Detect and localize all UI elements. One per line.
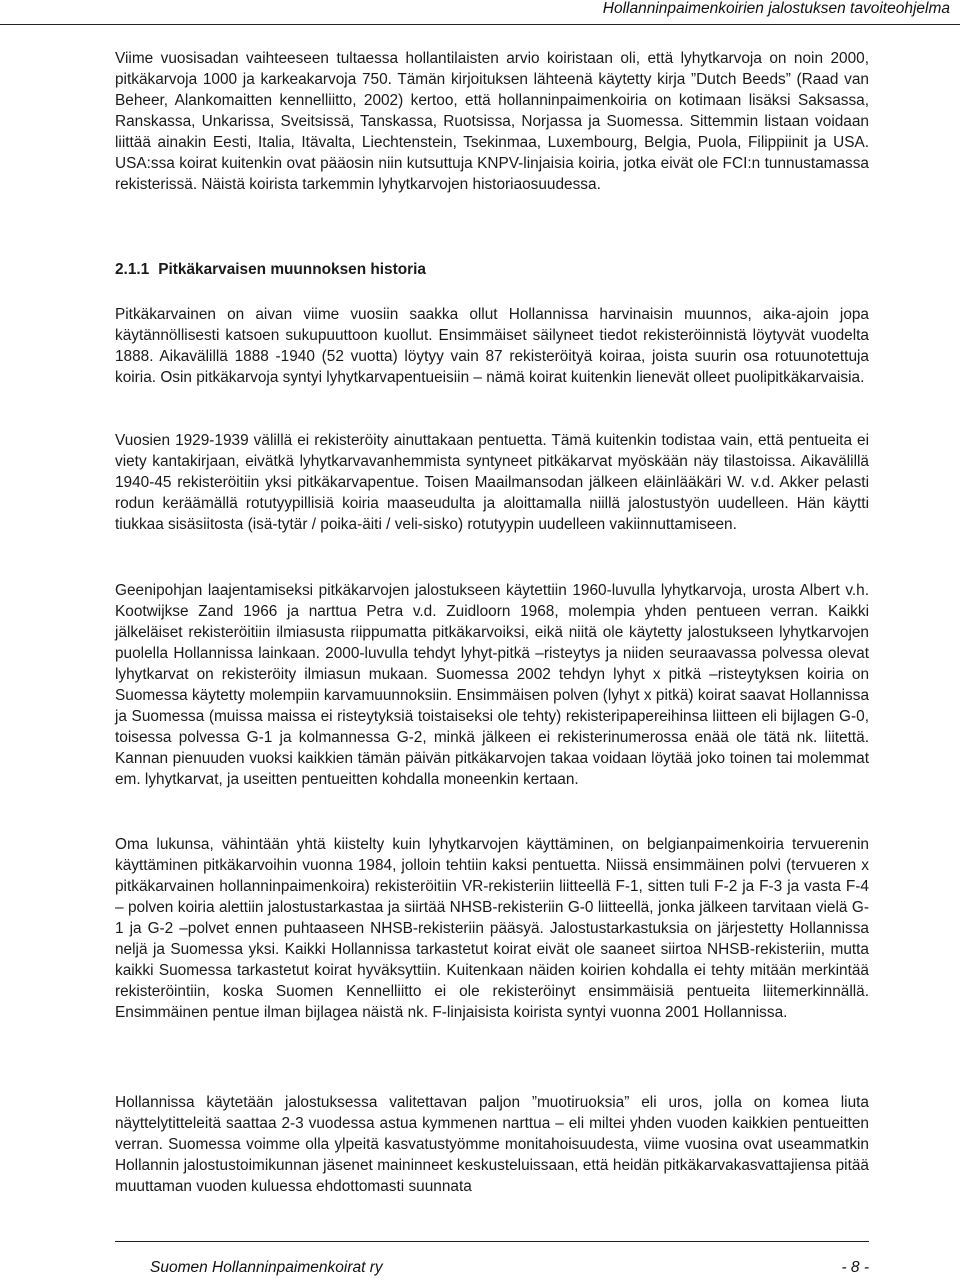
paragraph-tervueren: Oma lukunsa, vähintään yhtä kiistelty kuin lyhytkarvojen käyttäminen, on belgianpaimenkoiria tervuerenin käyttäminen pitkäkarvoihin vuonna 1984, jolloin tehtiin kaksi pentuetta. Niissä ensimmäinen polvi (tervueren x pitkäkarvainen hollanninpaimenkoira) rekisteröitiin VR-rekisteriin liitteellä F-1, sitten tuli F-2 ja F-3 ja vasta F-4 – polven koiria alettiin jalostustarkastaa ja siirtää NHSB-rekisteriin G-0 liitteellä, jonka jälkeen tarvitaan vielä G-1 ja G-2 –polvet ennen puhtaaseen NHSB-rekisteriin pääsyä. Jalostustarkastuksia on järjestetty Hollannissa neljä ja Suomessa yksi. Kaikki Hollannissa tarkastetut koirat eivät ole saaneet siirtoa NHSB-rekisteriin, mutta kaikki Suomessa tarkastetut koirat hyväksyttiin. Kuitenkaan näiden koirien kohdalla ei tehty mitään merkintää rekisteröintiin, koska Suomen Kennelliitto ei ole rekisteröinyt ensimmäisiä pentueita liitemerkinnällä. Ensimmäinen pentue ilman bijlagea näistä nk. F-linjaisista koirista syntyi vuonna 2001 Hollannissa. xyxy=(115,836,869,1021)
section-title: Pitkäkarvaisen muunnoksen historia xyxy=(158,261,426,278)
paragraph-breeding: Hollannissa käytetään jalostuksessa valitettavan paljon ”muotiruoksia” eli uros, jolla on komea liuta näyttelytitteleitä saattaa 2-3 vuodessa astua kymmenen narttua – eli miltei yhden vuoden kaikkien pentueitten verran. Suomessa voimme olla ylpeitä kasvatustyömme monitahoisuudesta, viime vuosina ovat useammatkin Hollannin jalostustoimikunnan jäsenet maininneet keskusteluissaan, että heidän pitkäkarvakasvattajiensa pitää muuttaman vuoden kuluessa ehdottomasti suunnata xyxy=(115,1094,869,1195)
paragraph-history-2: Vuosien 1929-1939 välillä ei rekisteröity ainuttakaan pentuetta. Tämä kuitenkin todistaa vain, että pentueita ei viety kantakirjaan, eivätkä lyhytkarvavanhemmista syntyneet pitkäkarvat myöskään näy tilastoissa. Aikavälillä 1940-45 rekisteröitiin yksi pitkäkarvapentue. Toisen Maailmansodan jälkeen eläinlääkäri W. v.d. Akker pelasti rodun keräämällä rotutyypillisiä koiria maaseudulta ja aloittamalla niillä jalostustyön uudelleen. Hän käytti tiukkaa sisäsiitosta (isä-tytär / poika-äiti / veli-sisko) rotutyypin uudelleen vakiinnuttamiseen. xyxy=(115,432,869,533)
section-number: 2.1.1 xyxy=(115,261,150,278)
page-number: - 8 - xyxy=(841,1259,869,1276)
paragraph-intro: Viime vuosisadan vaihteeseen tultaessa hollantilaisten arvio koiristaan oli, että lyhytkarvoja on noin 2000, pitkäkarvoja 1000 ja karkeakarvoja 750. Tämän kirjoituksen lähteenä käytetty kirja ”Dutch Beeds” (Raad van Beheer, Alankomaitten kennelliitto, 2002) kertoo, että hollanninpaimenkoiria on kotimaan lisäksi Saksassa, Ranskassa, Unkarissa, Sveitsissä, Tanskassa, Ruotsissa, Norjassa ja Suomessa. Sittemmin listaan voidaan liittää ainakin Eesti, Italia, Itävalta, Liechtenstein, Tsekinmaa, Luxembourg, Belgia, Puola, Filippiinit ja USA. USA:ssa koirat kuitenkin ovat pääosin niin kutsuttuja KNPV-linjaisia koiria, jotka eivät ole FCI:n tunnustamassa rekisterissä. Näistä koirista tarkemmin lyhytkarvojen historiaosuudessa. xyxy=(115,50,869,193)
footer-organization: Suomen Hollanninpaimenkoirat ry xyxy=(150,1259,383,1276)
section-heading xyxy=(115,261,426,279)
header-divider xyxy=(0,24,960,25)
paragraph-history-1: Pitkäkarvainen on aivan viime vuosiin saakka ollut Hollannissa harvinaisin muunnos, aika-ajoin jopa käytännöllisesti katsoen sukupuuttoon kuollut. Ensimmäiset säilyneet tiedot rekisteröinnistä löytyvät vuodelta 1888. Aikavälillä 1888 -1940 (52 vuotta) löytyy vain 87 rekisteröityä koiraa, joista suurin osa rotuunotettuja koiria. Osin pitkäkarvoja syntyi lyhytkarvapentueisiin – nämä koirat kuitenkin lienevät olleet puolipitkäkarvaisia. xyxy=(115,306,869,386)
footer-divider xyxy=(115,1241,869,1242)
running-title: Hollanninpaimenkoirien jalostuksen tavoiteohjelma xyxy=(602,0,950,17)
paragraph-gene-pool: Geenipohjan laajentamiseksi pitkäkarvojen jalostukseen käytettiin 1960-luvulla lyhytkarvoja, urosta Albert v.h. Kootwijkse Zand 1966 ja narttua Petra v.d. Zuidloorn 1968, molempia yhden pentueen verran. Kaikki jälkeläiset rekisteröitiin ilmiasusta riippumatta pitkäkarvoiksi, eikä niitä ole käytetty jalostukseen lyhytkarvojen puolella Hollannissa lainkaan. 2000-luvulla tehdyt lyhyt-pitkä –risteytys ja niiden seuraavassa polvessa olevat lyhytkarvat on rekisteröity ilmiasun mukaan. Suomessa 2002 tehdyn lyhyt x pitkä –risteytyksen koiria on Suomessa käytetty molempiin karvamuunnoksiin. Ensimmäisen polven (lyhyt x pitkä) koirat saavat Hollannissa ja Suomessa (muissa maissa ei risteytyksiä toistaiseksi ole tehty) rekisteripapereihinsa liitteen eli bijlagen G-0, toisessa polvessa G-1 ja kolmannessa G-2, minkä jälkeen ei rekisterinumerossa enää ole tätä nk. liitettä. Kannan pienuuden vuoksi kaikkien tämän päivän pitkäkarvojen takaa voidaan löytää joko toinen tai molemmat em. lyhytkarvat, ja useitten pentueitten kohdalla moneenkin kertaan. xyxy=(115,582,869,788)
page-header xyxy=(0,0,960,28)
